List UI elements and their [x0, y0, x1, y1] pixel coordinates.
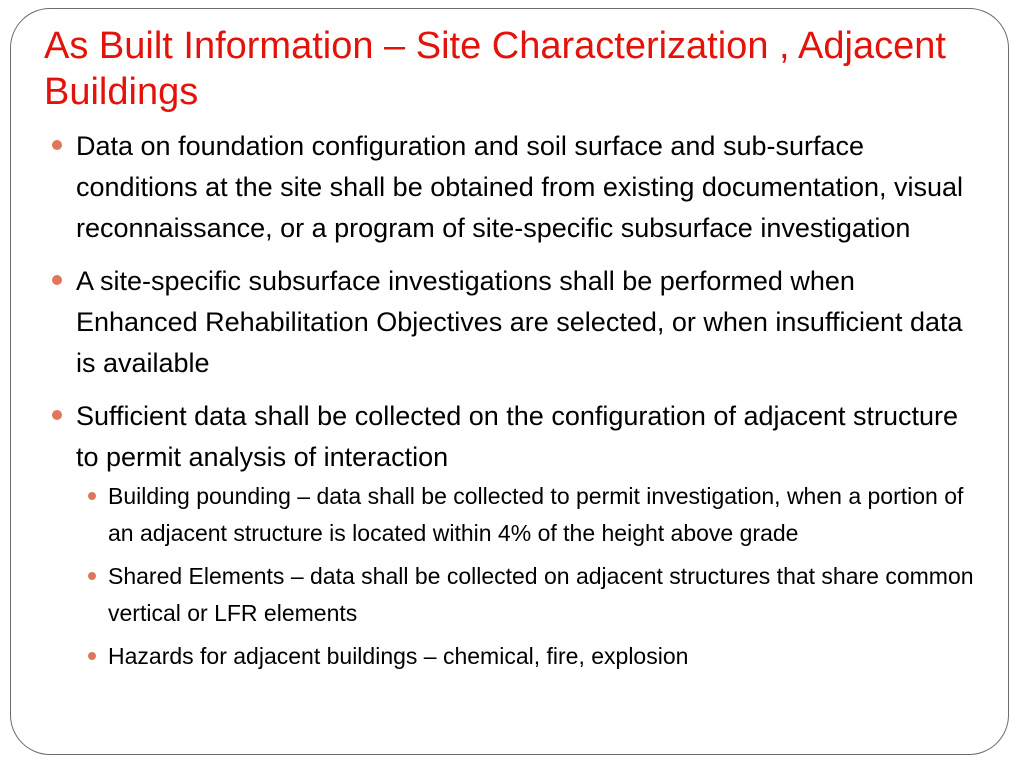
- sub-bullet-text: Hazards for adjacent buildings – chemical, fire, explosion: [108, 643, 689, 669]
- slide-content: [48, 126, 978, 687]
- sub-bullet-item: [86, 478, 978, 552]
- bullet-item: [48, 126, 978, 249]
- sub-bullet-dot-icon: [88, 652, 96, 660]
- bullet-dot-icon: [52, 410, 62, 420]
- bullet-dot-icon: [52, 275, 62, 285]
- sub-bullet-item: [86, 638, 978, 675]
- bullet-text: Sufficient data shall be collected on the configuration of adjacent structure to permit analysis of interaction: [76, 401, 959, 472]
- sub-bullet-text: Shared Elements – data shall be collected on adjacent structures that share common vertical or LFR elements: [108, 563, 974, 626]
- slide-title: As Built Information – Site Characterization , Adjacent Buildings: [44, 25, 946, 113]
- bullet-text: Data on foundation configuration and soil surface and sub-surface conditions at the site shall be obtained from existing documentation, visual reconnaissance, or a program of site-specific subsurface investigation: [76, 131, 964, 243]
- bullet-text: A site-specific subsurface investigations shall be performed when Enhanced Rehabilitation Objectives are selected, or when insufficient data is available: [76, 266, 963, 378]
- sub-bullet-item: [86, 558, 978, 632]
- sub-bullet-list: [86, 478, 978, 675]
- bullet-item: [48, 261, 978, 384]
- bullet-item: [48, 396, 978, 675]
- sub-bullet-dot-icon: [88, 572, 96, 580]
- sub-bullet-dot-icon: [88, 492, 96, 500]
- sub-bullet-text: Building pounding – data shall be collected to permit investigation, when a portion of an adjacent structure is located within 4% of the height above grade: [108, 483, 964, 546]
- bullet-list: [48, 126, 978, 675]
- bullet-dot-icon: [52, 140, 62, 150]
